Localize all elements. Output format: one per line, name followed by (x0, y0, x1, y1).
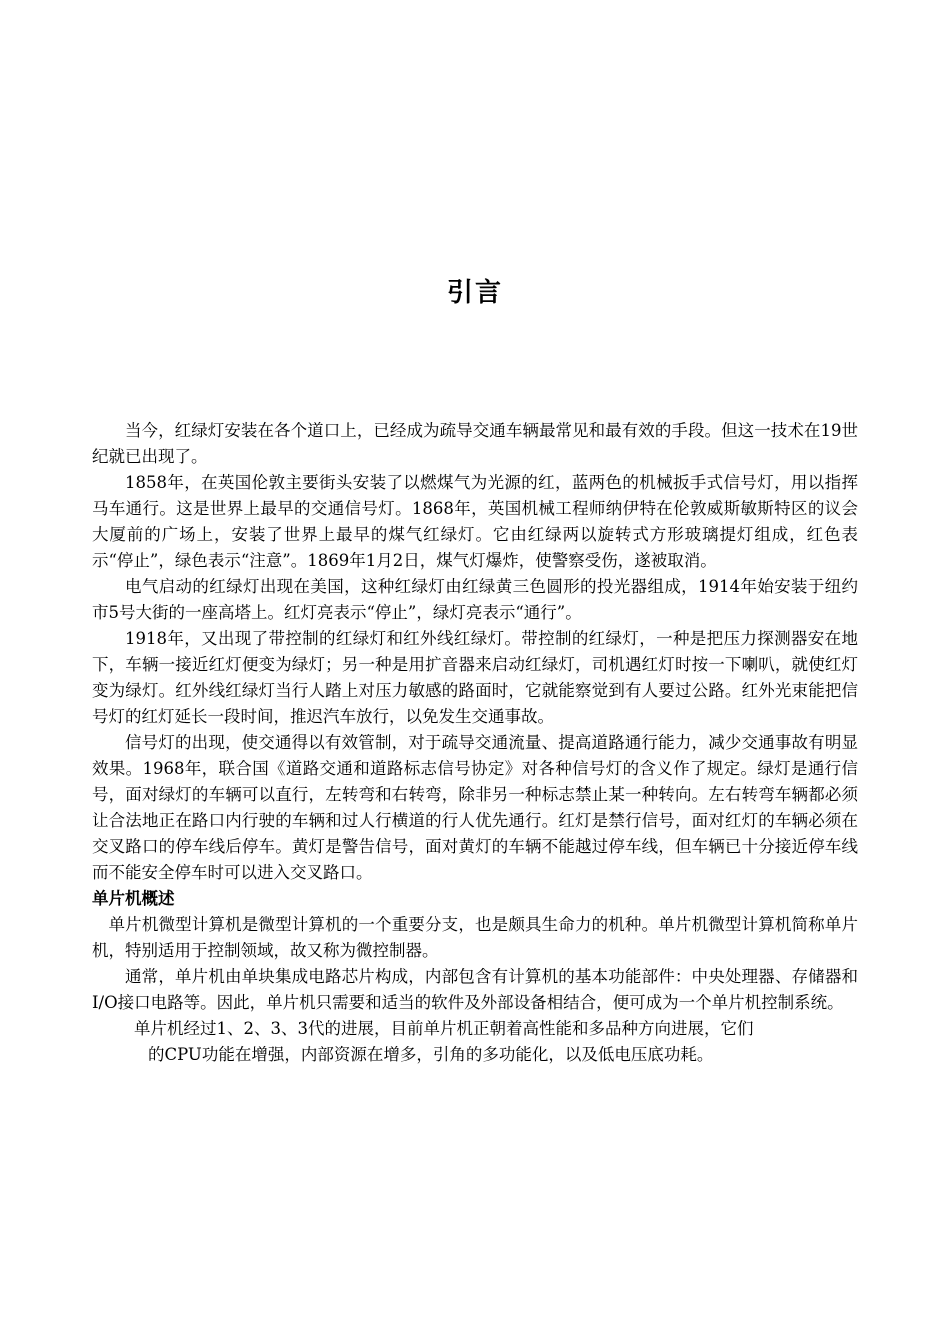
section-paragraph-2: 通常，单片机由单块集成电路芯片构成，内部包含有计算机的基本功能部件：中央处理器、存储器和I/O接口电路等。因此，单片机只需要和适当的软件及外部设备相结合，便可成为一个单片机控制系统。 (92, 967, 858, 1012)
paragraph-5: 信号灯的出现，使交通得以有效管制，对于疏导交通流量、提高道路通行能力，减少交通事故有明显效果。1968年，联合国《道路交通和道路标志信号协定》对各种信号灯的含义作了规定。绿灯是通行信号，面对绿灯的车辆可以直行，左转弯和右转弯，除非另一种标志禁止某一种转向。左右转弯车辆都必须让合法地正在路口内行驶的车辆和过人行横道的行人优先通行。红灯是禁行信号，面对红灯的车辆必须在交叉路口的停车线后停车。黄灯是警告信号，面对黄灯的车辆不能越过停车线，但车辆已十分接近停车线而不能安全停车时可以进入交叉路口。 (92, 733, 858, 882)
body-text (92, 418, 858, 1068)
section-paragraph-3-line-2: 的CPU功能在增强，内部资源在增多，引角的多功能化，以及低电压底功耗。 (148, 1045, 714, 1064)
page-title: 引言 (446, 278, 503, 308)
section-paragraph-3 (92, 1016, 858, 1068)
section-paragraph-1: 单片机微型计算机是微型计算机的一个重要分支，也是颇具生命力的机种。单片机微型计算机简称单片机，特别适用于控制领域，故又称为微控制器。 (92, 915, 858, 960)
section-heading: 单片机概述 (92, 889, 175, 908)
section-paragraph-3-line-1: 单片机经过1、2、3、3代的进展，目前单片机正朝着高性能和多品种方向进展，它们 (134, 1019, 754, 1038)
paragraph-1: 当今，红绿灯安装在各个道口上，已经成为疏导交通车辆最常见和最有效的手段。但这一技术在19世纪就已出现了。 (92, 421, 858, 466)
paragraph-4: 1918年，又出现了带控制的红绿灯和红外线红绿灯。带控制的红绿灯，一种是把压力探测器安在地下，车辆一接近红灯便变为绿灯；另一种是用扩音器来启动红绿灯，司机遇红灯时按一下喇叭，就使红灯变为绿灯。红外线红绿灯当行人踏上对压力敏感的路面时，它就能察觉到有人要过公路。红外光束能把信号灯的红灯延长一段时间，推迟汽车放行，以免发生交通事故。 (92, 629, 858, 726)
paragraph-3: 电气启动的红绿灯出现在美国，这种红绿灯由红绿黄三色圆形的投光器组成，1914年始安装于纽约市5号大街的一座高塔上。红灯亮表示“停止”，绿灯亮表示“通行”。 (92, 577, 858, 622)
paragraph-2: 1858年，在英国伦敦主要街头安装了以燃煤气为光源的红，蓝两色的机械扳手式信号灯，用以指挥马车通行。这是世界上最早的交通信号灯。1868年，英国机械工程师纳伊特在伦敦威斯敏斯特区的议会大厦前的广场上，安装了世界上最早的煤气红绿灯。它由红绿两以旋转式方形玻璃提灯组成，红色表示“停止”，绿色表示“注意”。1869年1月2日，煤气灯爆炸，使警察受伤，遂被取消。 (92, 473, 858, 570)
